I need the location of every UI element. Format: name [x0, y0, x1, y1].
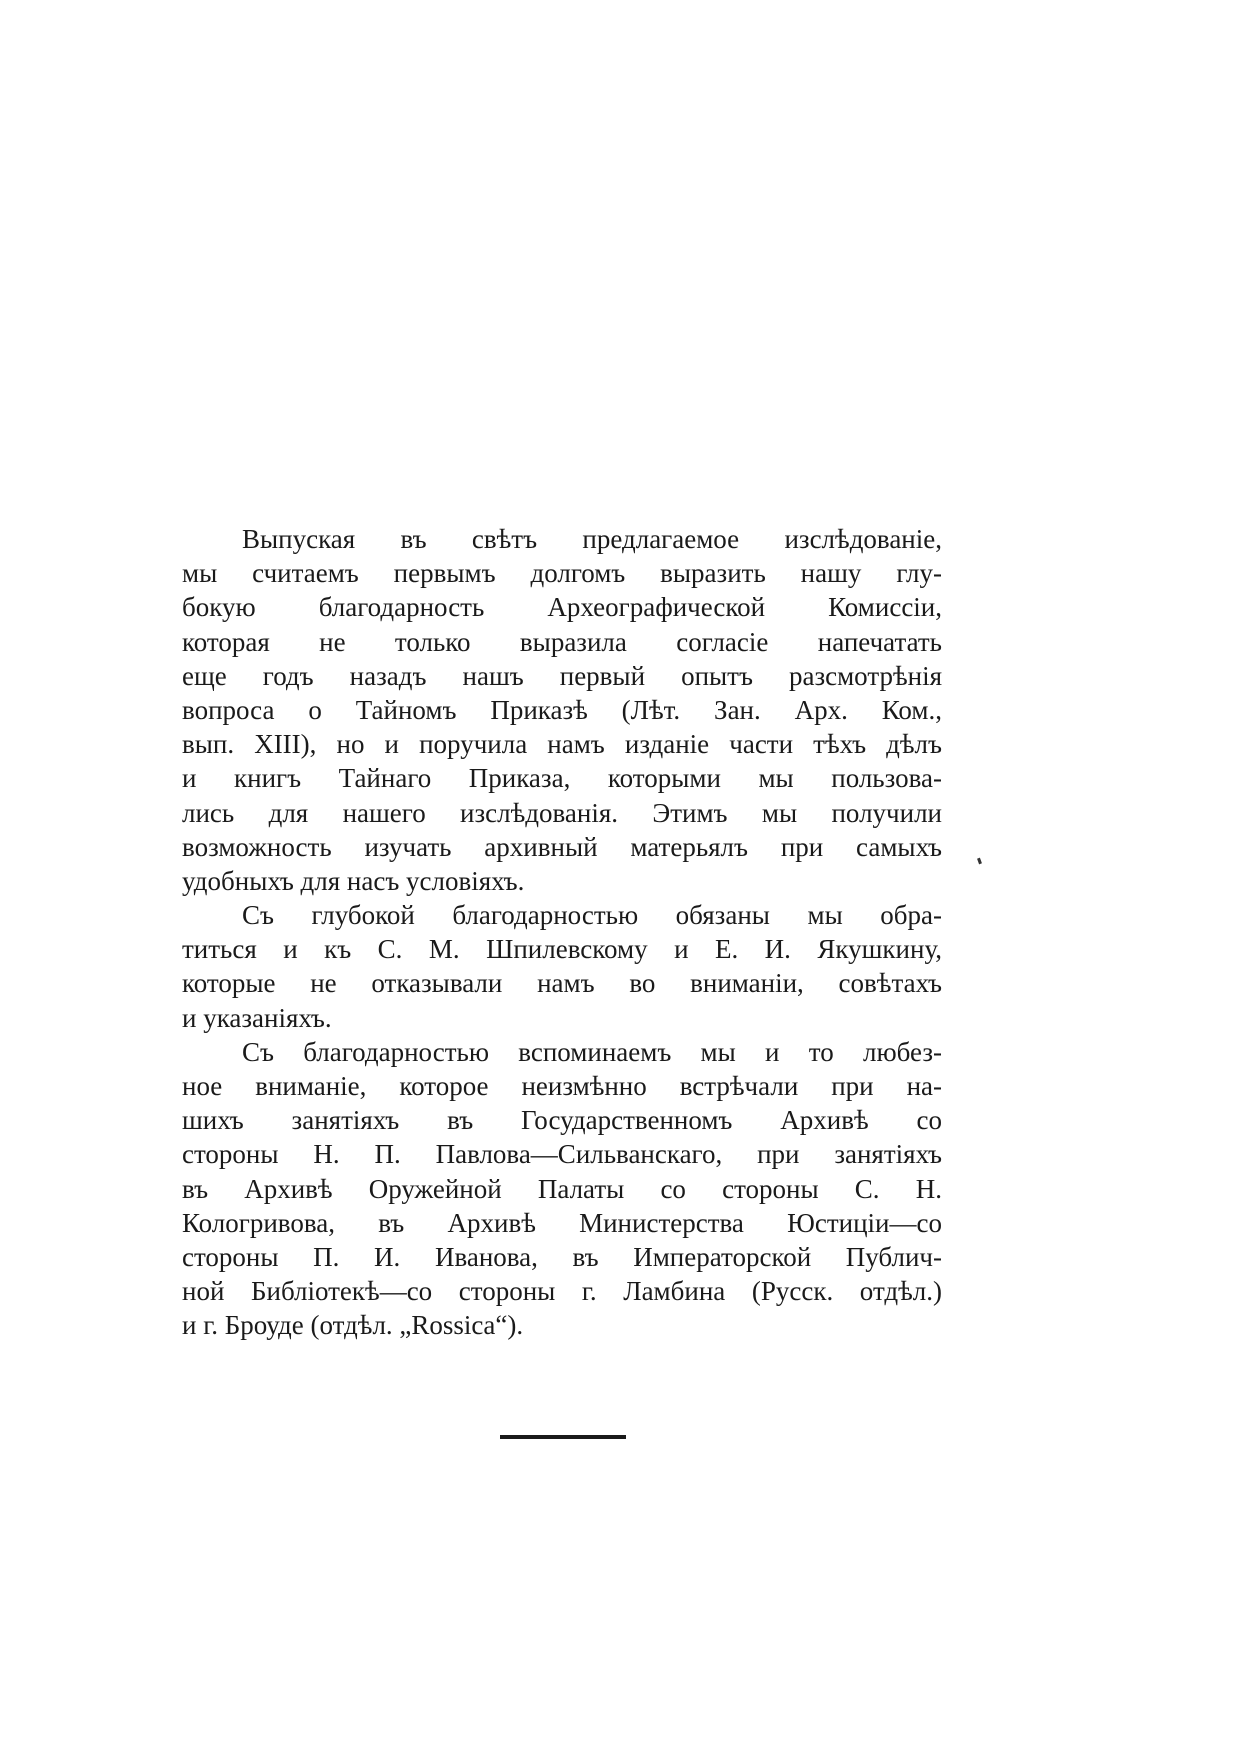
text-line: возможность изучать архивный матерьялъ при самыхъ [182, 831, 942, 862]
text-line: которые не отказывали намъ во вниманіи, совѣтахъ [182, 968, 942, 999]
text-line: и указаніяхъ. [182, 1002, 332, 1033]
text-line: вопроса о Тайномъ Приказѣ (Лѣт. Зан. Арх. Ком., [182, 694, 942, 725]
text-line: ное вниманіе, которое неизмѣнно встрѣчали при на- [182, 1071, 942, 1101]
preface-text [182, 522, 942, 1343]
text-line: титься и къ С. М. Шпилевскому и Е. И. Якушкину, [182, 934, 942, 965]
ink-speck [977, 858, 982, 865]
text-line: ной Библіотекѣ—со стороны г. Ламбина (Русск. отдѣл.) [182, 1276, 942, 1307]
text-line: бокую благодарность Археографической Комиссіи, [182, 592, 942, 623]
text-line: вып. XIII), но и поручила намъ изданіе части тѣхъ дѣлъ [182, 729, 942, 760]
text-line: и г. Броуде (отдѣл. „Rossica“). [182, 1310, 524, 1341]
text-line: въ Архивѣ Оружейной Палаты со стороны С. Н. [182, 1173, 942, 1204]
text-line: Выпуская въ свѣтъ предлагаемое изслѣдованіе, [242, 524, 942, 554]
text-line: еще годъ назадъ нашъ первый опытъ разсмотрѣнія [182, 660, 942, 691]
text-line: шихъ занятіяхъ въ Государственномъ Архивѣ со [182, 1105, 942, 1136]
text-line: стороны П. И. Иванова, въ Императорской Публич- [182, 1241, 942, 1272]
text-line: стороны Н. П. Павлова—Сильванскаго, при занятіяхъ [182, 1139, 942, 1170]
text-line: удобныхъ для насъ условіяхъ. [182, 865, 525, 896]
text-line: лись для нашего изслѣдованія. Этимъ мы получили [182, 797, 942, 828]
text-line: Кологривова, въ Архивѣ Министерства Юстиціи—со [182, 1207, 942, 1238]
end-rule [500, 1435, 626, 1439]
text-line: Съ глубокой благодарностью обязаны мы обра- [242, 900, 942, 931]
text-line: и книгъ Тайнаго Приказа, которыми мы пользова- [182, 763, 942, 794]
text-line: мы считаемъ первымъ долгомъ выразить нашу глу- [182, 558, 942, 589]
text-line: Съ благодарностью вспоминаемъ мы и то любез- [242, 1036, 942, 1067]
text-line: которая не только выразила согласіе напечатать [182, 626, 942, 657]
